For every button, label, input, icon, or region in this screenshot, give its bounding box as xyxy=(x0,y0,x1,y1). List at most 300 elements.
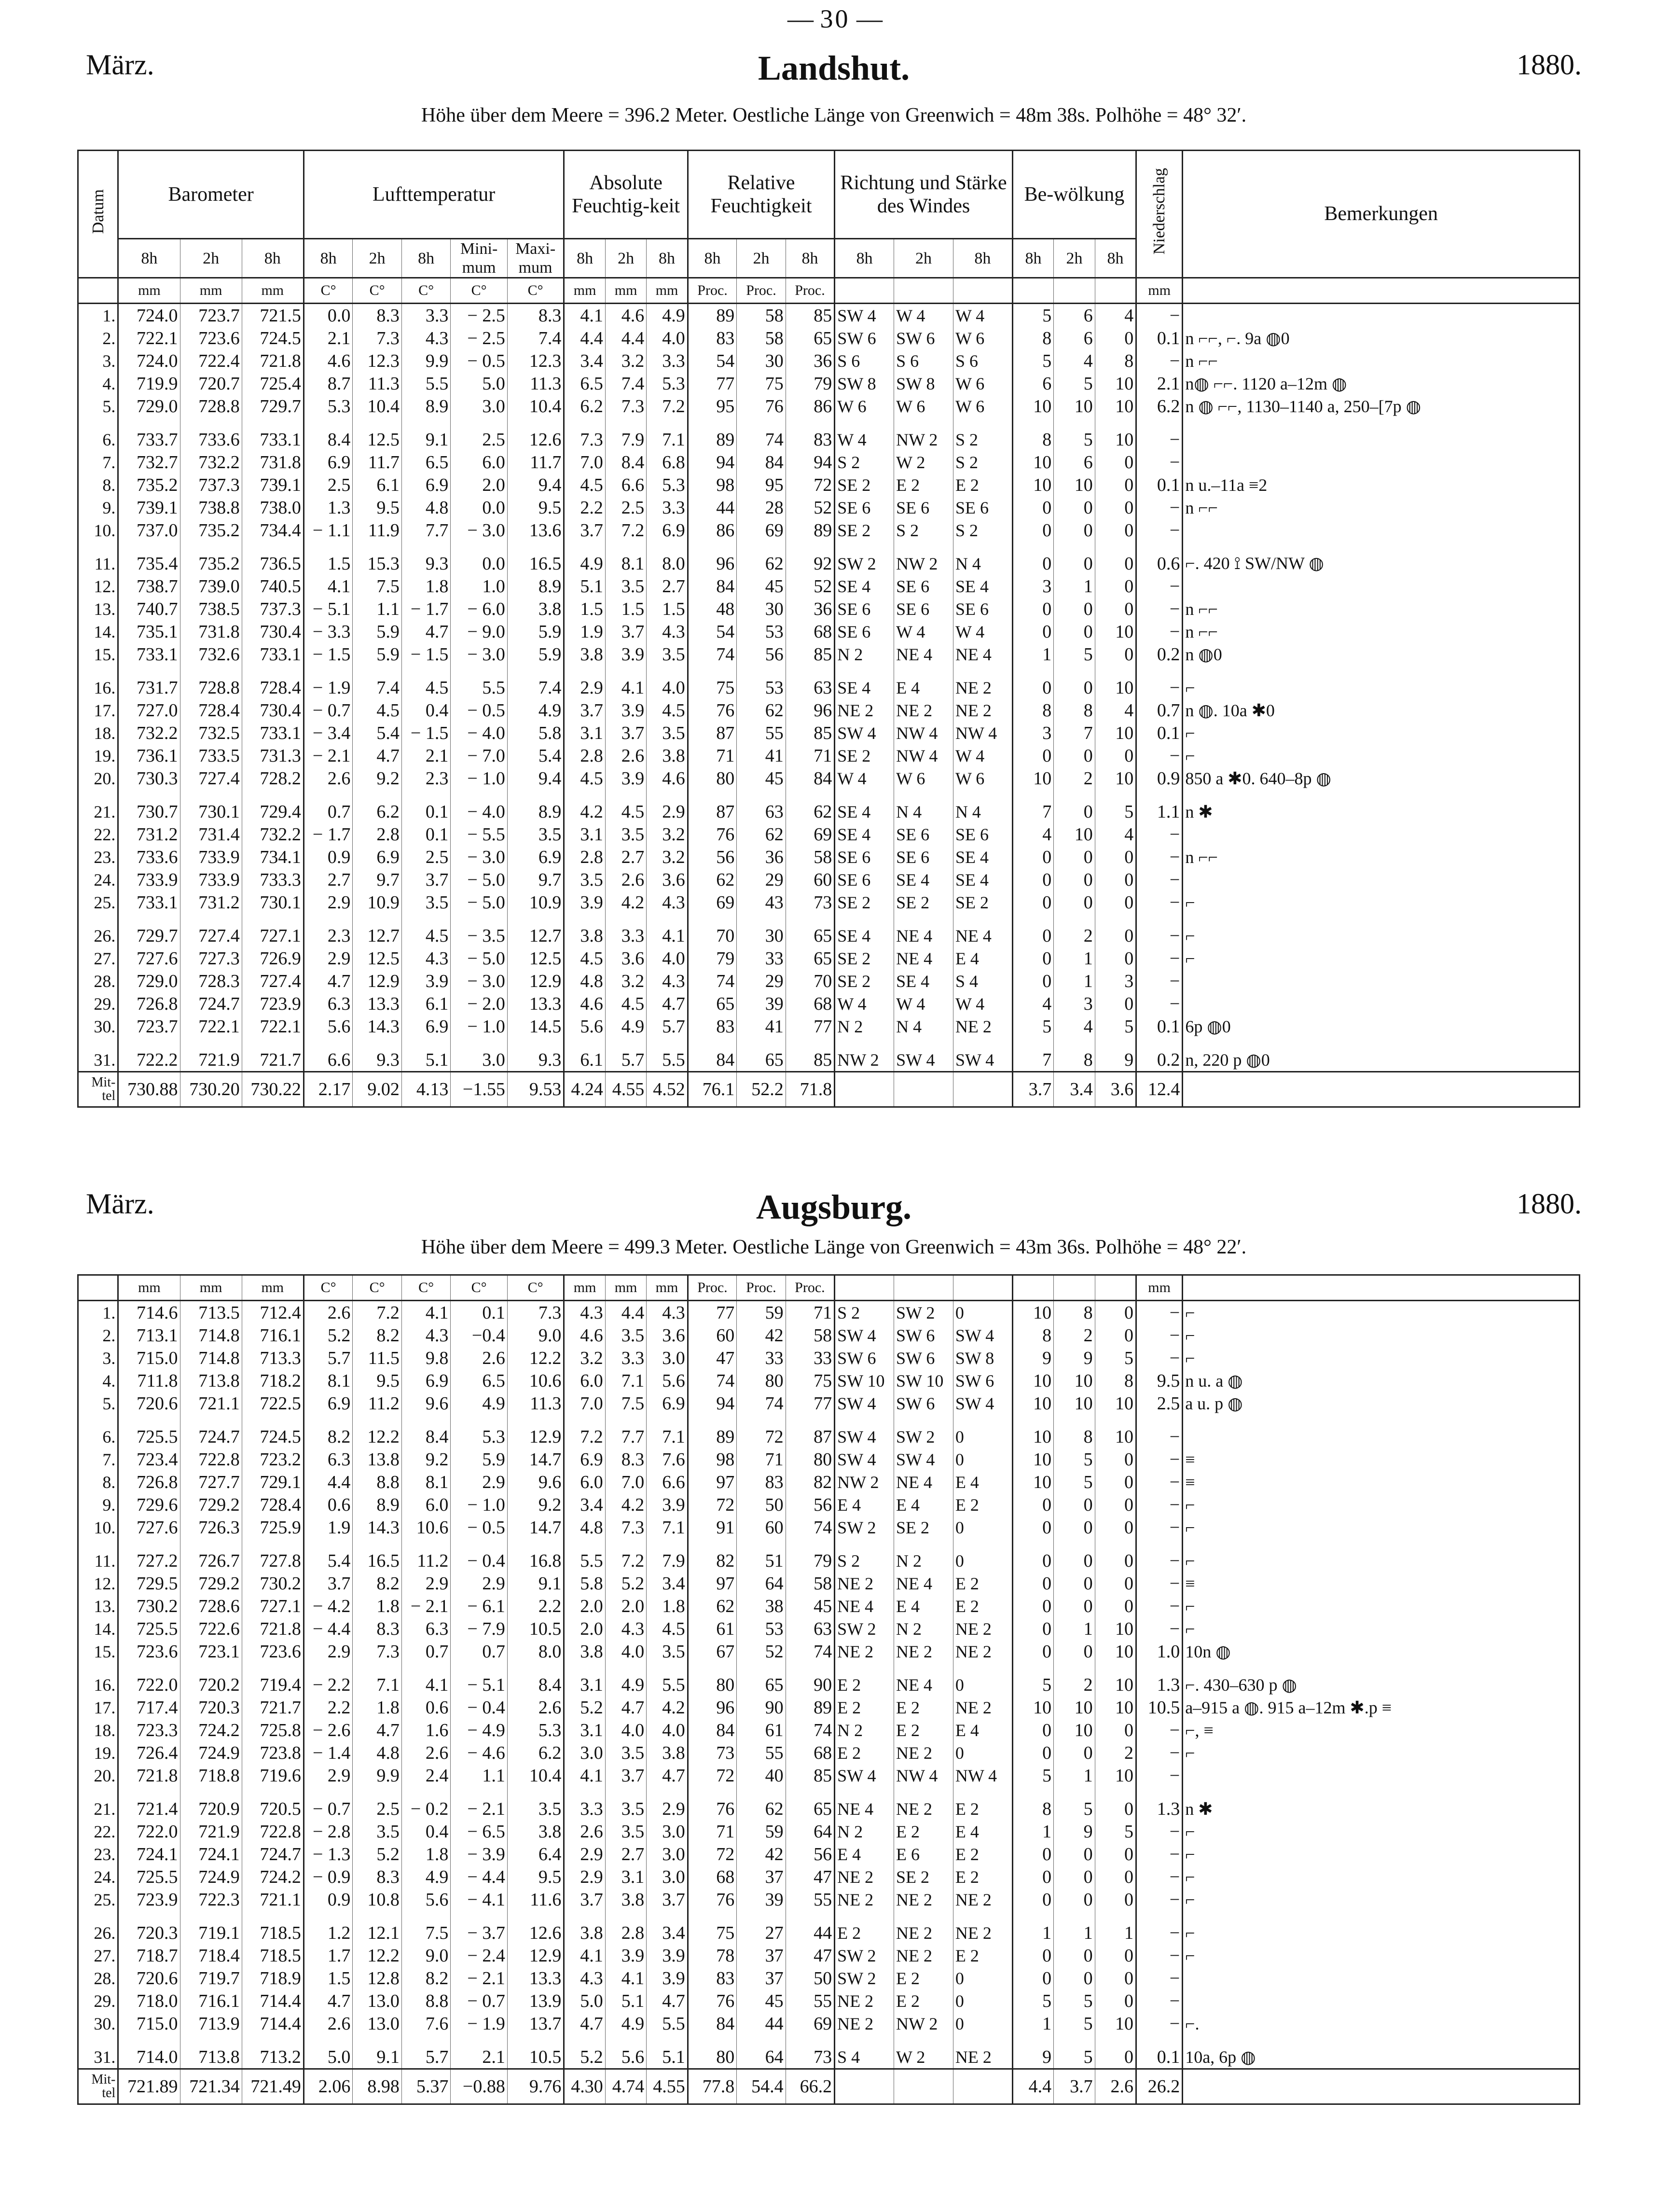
data-cell: − 0.5 xyxy=(451,1516,508,1549)
data-cell: 96 xyxy=(688,1696,736,1719)
section-header-landshut xyxy=(86,48,1582,92)
data-cell: 713.5 xyxy=(180,1301,242,1324)
day-cell: 20. xyxy=(94,768,116,788)
data-cell: 0 xyxy=(1095,947,1136,970)
data-cell: 0.9 xyxy=(1136,767,1183,800)
subheader-cell: 8h xyxy=(1095,239,1136,278)
data-cell: 2.5 xyxy=(605,496,646,519)
day-cell: 12. xyxy=(94,1573,116,1593)
data-cell: 5.2 xyxy=(304,1324,352,1347)
data-cell: 8 xyxy=(1095,349,1136,372)
data-cell: 5.3 xyxy=(304,395,352,428)
data-cell: 5.1 xyxy=(647,2045,688,2069)
data-cell: 50 xyxy=(737,1493,786,1516)
table-row xyxy=(78,1516,1580,1549)
data-cell: 732.2 xyxy=(242,823,304,846)
data-cell: 82 xyxy=(688,1549,736,1572)
data-cell: 44 xyxy=(737,2012,786,2045)
data-cell: 6.9 xyxy=(401,1015,450,1048)
data-cell: 10 xyxy=(1012,1392,1053,1425)
data-cell: 739.1 xyxy=(242,473,304,496)
data-cell: 0 xyxy=(1095,451,1136,473)
data-cell: − 2.2 xyxy=(304,1673,352,1696)
data-cell: 730.4 xyxy=(242,620,304,643)
data-cell: 6.9 xyxy=(401,1369,450,1392)
mean-row xyxy=(78,2069,1580,2104)
mean-cell: 730.20 xyxy=(180,1072,242,1107)
data-cell: 76 xyxy=(688,1888,736,1921)
data-cell: 1.7 xyxy=(304,1944,352,1967)
data-cell: 731.7 xyxy=(118,676,180,699)
data-cell: SE 2 xyxy=(894,1865,953,1888)
data-cell: 3.8 xyxy=(507,1820,564,1843)
table-row xyxy=(78,2045,1580,2069)
data-cell: 15.3 xyxy=(353,552,401,575)
data-cell: 12.3 xyxy=(507,349,564,372)
data-cell: W 4 xyxy=(835,428,894,451)
data-cell: 85 xyxy=(786,304,835,327)
data-cell: − 2.1 xyxy=(451,1797,508,1820)
data-cell: 733.1 xyxy=(118,643,180,676)
data-cell: 79 xyxy=(688,947,736,970)
data-cell: 73 xyxy=(786,891,835,924)
data-cell: NE 2 xyxy=(953,1617,1012,1640)
data-cell: 0 xyxy=(1012,1549,1053,1572)
data-cell: 62 xyxy=(737,823,786,846)
data-cell: 713.2 xyxy=(242,2045,304,2069)
data-cell: 729.1 xyxy=(242,1471,304,1493)
remark-cell: n ◍ ⌐⌐, 1130–1140 a, 250–[7p ◍ xyxy=(1183,395,1580,428)
data-cell: 3.8 xyxy=(507,598,564,620)
data-cell: 3.0 xyxy=(564,1741,605,1764)
data-cell: 74 xyxy=(737,1392,786,1425)
data-cell: 725.5 xyxy=(118,1425,180,1448)
data-cell: 3.8 xyxy=(564,1921,605,1944)
data-cell: 0.1 xyxy=(451,1301,508,1324)
data-cell: 84 xyxy=(737,451,786,473)
mean-cell: 3.4 xyxy=(1054,1072,1095,1107)
data-cell: 0 xyxy=(1095,519,1136,552)
subheader-cell: 8h xyxy=(118,239,180,278)
data-cell: 3.8 xyxy=(647,744,688,767)
remark-cell: n, 220 p ◍0 xyxy=(1183,1048,1580,1072)
mean-cell: 5.37 xyxy=(401,2069,450,2104)
remark-cell: ⌐ xyxy=(1183,1741,1580,1764)
section-month: März. xyxy=(86,1188,154,1220)
data-cell: 0 xyxy=(1054,1516,1095,1549)
data-cell: 71 xyxy=(688,1820,736,1843)
data-cell: 5.9 xyxy=(507,620,564,643)
data-cell: 5.9 xyxy=(353,643,401,676)
data-cell: 55 xyxy=(786,1989,834,2012)
data-cell: 9.4 xyxy=(507,767,564,800)
data-cell: 16.8 xyxy=(507,1549,564,1572)
data-cell: 4.7 xyxy=(304,970,352,992)
data-cell: − xyxy=(1136,1301,1183,1324)
data-cell: 729.2 xyxy=(180,1572,242,1595)
data-cell: 730.3 xyxy=(118,767,180,800)
unit-cell xyxy=(1095,278,1136,304)
data-cell: 5.1 xyxy=(605,1989,646,2012)
remark-cell: n◍ ⌐⌐. 1120 a–12m ◍ xyxy=(1183,372,1580,395)
data-cell: 721.5 xyxy=(242,304,304,327)
data-cell: 7.3 xyxy=(605,395,646,428)
data-cell: 86 xyxy=(688,519,736,552)
data-cell: 9.5 xyxy=(353,1369,401,1392)
data-cell: 1.5 xyxy=(304,1967,352,1989)
data-cell: 9.8 xyxy=(401,1347,450,1369)
data-cell: 4.7 xyxy=(353,1719,401,1741)
unit-cell: C° xyxy=(451,1275,508,1301)
data-cell: − xyxy=(1136,924,1183,947)
data-cell: SE 6 xyxy=(894,823,953,846)
mean-cell: 26.2 xyxy=(1136,2069,1183,2104)
day-cell: 12. xyxy=(94,576,116,596)
mean-cell: 4.55 xyxy=(605,1072,646,1107)
data-cell: 94 xyxy=(688,451,736,473)
data-cell: − 5.1 xyxy=(304,598,352,620)
data-cell: 5 xyxy=(1095,1015,1136,1048)
data-cell: 6.6 xyxy=(605,473,646,496)
data-cell: 722.1 xyxy=(118,327,180,349)
data-cell: 4.3 xyxy=(401,327,450,349)
data-cell: 724.0 xyxy=(118,349,180,372)
data-cell: 727.3 xyxy=(180,947,242,970)
data-cell: 97 xyxy=(688,1572,736,1595)
data-cell: SW 8 xyxy=(894,372,953,395)
data-cell: 724.2 xyxy=(242,1865,304,1888)
data-cell: 5.0 xyxy=(451,372,508,395)
data-cell: 3.9 xyxy=(564,891,605,924)
data-cell: − 2.0 xyxy=(451,992,508,1015)
data-cell: 45 xyxy=(737,767,786,800)
data-cell: 5 xyxy=(1095,1347,1136,1369)
data-cell: 0 xyxy=(1054,496,1095,519)
data-cell: 6.9 xyxy=(353,846,401,868)
table-row xyxy=(78,643,1580,676)
data-cell: 5.5 xyxy=(451,676,508,699)
data-cell: 7.4 xyxy=(353,676,401,699)
data-cell: 0 xyxy=(953,1673,1012,1696)
station-name: Augsburg. xyxy=(756,1188,912,1226)
table-row xyxy=(78,1324,1580,1347)
data-cell: 0 xyxy=(1012,947,1053,970)
data-cell: 4.5 xyxy=(353,699,401,722)
data-cell: 0 xyxy=(1095,496,1136,519)
mean-cell: 9.53 xyxy=(507,1072,564,1107)
data-cell: 0 xyxy=(1095,1797,1136,1820)
unit-cell xyxy=(953,1275,1012,1301)
data-cell: 14.3 xyxy=(353,1516,401,1549)
table-row xyxy=(78,868,1580,891)
data-cell: 76 xyxy=(737,395,786,428)
data-cell: 2.4 xyxy=(401,1764,450,1797)
table-row xyxy=(78,395,1580,428)
mean-cell: 2.06 xyxy=(304,2069,352,2104)
subheader-cell: Mini-mum xyxy=(451,239,508,278)
data-cell: 0.7 xyxy=(401,1640,450,1673)
data-cell: 36 xyxy=(786,349,835,372)
data-cell: 0.6 xyxy=(1136,552,1183,575)
data-cell: − xyxy=(1136,2012,1183,2045)
data-cell: 52 xyxy=(786,575,835,598)
data-cell: 7.2 xyxy=(353,1301,401,1324)
data-cell: 723.7 xyxy=(180,304,242,327)
data-cell: 74 xyxy=(688,970,736,992)
data-cell: 0 xyxy=(1095,992,1136,1015)
data-cell: 4.3 xyxy=(564,1967,605,1989)
data-cell: 5 xyxy=(1012,349,1053,372)
table-row xyxy=(78,1425,1580,1448)
data-cell: 4.1 xyxy=(401,1673,450,1696)
data-cell: SE 4 xyxy=(835,924,894,947)
unit-cell xyxy=(1095,1275,1136,1301)
data-cell: 1.0 xyxy=(451,575,508,598)
data-cell: 62 xyxy=(737,552,786,575)
data-cell: 724.0 xyxy=(118,304,180,327)
data-cell: 2.5 xyxy=(304,473,352,496)
mean-cell xyxy=(894,1072,953,1107)
data-cell: 3.5 xyxy=(647,643,688,676)
data-cell: 1.1 xyxy=(353,598,401,620)
col-bemerkungen-header: Bemerkungen xyxy=(1183,151,1580,278)
data-cell: 4.7 xyxy=(605,1696,646,1719)
data-cell: 719.1 xyxy=(180,1921,242,1944)
data-cell: 3.5 xyxy=(605,1820,646,1843)
data-cell: 13.8 xyxy=(353,1448,401,1471)
data-cell: 0.0 xyxy=(451,552,508,575)
mean-cell xyxy=(894,2069,953,2104)
data-cell: 1.9 xyxy=(564,620,605,643)
data-cell: 4.4 xyxy=(564,327,605,349)
day-cell: 25. xyxy=(94,892,116,912)
data-cell: SE 2 xyxy=(953,891,1012,924)
day-cell: 28. xyxy=(94,1968,116,1988)
data-cell: − xyxy=(1136,1865,1183,1888)
data-cell: 0 xyxy=(1012,1741,1053,1764)
data-cell: 5.5 xyxy=(647,1673,688,1696)
section-month: März. xyxy=(86,49,154,81)
data-cell: NE 2 xyxy=(953,676,1012,699)
data-cell: 5.2 xyxy=(605,1572,646,1595)
data-cell: 739.1 xyxy=(118,496,180,519)
data-cell: 720.2 xyxy=(180,1673,242,1696)
data-cell: 727.6 xyxy=(118,947,180,970)
data-cell: SE 4 xyxy=(894,970,953,992)
data-cell: 0 xyxy=(1054,1843,1095,1865)
data-cell: 2.7 xyxy=(605,846,646,868)
data-cell: 1 xyxy=(1054,970,1095,992)
data-cell: − 4.4 xyxy=(304,1617,352,1640)
data-cell: SE 4 xyxy=(953,846,1012,868)
day-cell: 31. xyxy=(94,2047,116,2067)
data-cell: 4.8 xyxy=(353,1741,401,1764)
remark-cell: n ✱ xyxy=(1183,1797,1580,1820)
col-bewoelkung-header: Be-wölkung xyxy=(1012,151,1136,239)
subheader-cell: 8h xyxy=(304,239,352,278)
data-cell: SW 4 xyxy=(953,1048,1012,1072)
data-cell: 10 xyxy=(1054,1719,1095,1741)
data-cell: 730.4 xyxy=(242,699,304,722)
data-cell: 1.2 xyxy=(304,1921,352,1944)
table-row xyxy=(78,1572,1580,1595)
remark-cell: ⌐ xyxy=(1183,1347,1580,1369)
data-cell: 2.3 xyxy=(401,767,450,800)
data-cell: 4.4 xyxy=(605,1301,646,1324)
data-cell: 12.1 xyxy=(353,1921,401,1944)
remark-cell: n ✱ xyxy=(1183,800,1580,823)
weather-table-landshut xyxy=(77,150,1580,1108)
data-cell: 12.6 xyxy=(507,1921,564,1944)
remark-cell: ⌐ xyxy=(1183,1595,1580,1617)
data-cell: S 6 xyxy=(835,349,894,372)
table-row xyxy=(78,823,1580,846)
data-cell: 3.3 xyxy=(564,1797,605,1820)
data-cell: 59 xyxy=(737,1820,786,1843)
table-row xyxy=(78,451,1580,473)
data-cell: 731.2 xyxy=(180,891,242,924)
data-cell: 7.2 xyxy=(605,519,646,552)
data-cell: − 4.1 xyxy=(451,1888,508,1921)
data-cell: 2.6 xyxy=(507,1696,564,1719)
data-cell: 5.5 xyxy=(647,2012,688,2045)
data-cell: 8.9 xyxy=(401,395,450,428)
data-cell: 94 xyxy=(688,1392,736,1425)
unit-cell: C° xyxy=(507,1275,564,1301)
data-cell: 72 xyxy=(688,1764,736,1797)
data-cell: 53 xyxy=(737,676,786,699)
data-cell: 10 xyxy=(1095,1696,1136,1719)
data-cell: NE 2 xyxy=(894,1921,953,1944)
data-cell: − 4.4 xyxy=(451,1865,508,1888)
data-cell: 0 xyxy=(1054,891,1095,924)
unit-cell: mm xyxy=(118,278,180,304)
data-cell: − xyxy=(1136,428,1183,451)
data-cell: 730.1 xyxy=(180,800,242,823)
data-cell: − 2.6 xyxy=(304,1719,352,1741)
data-cell: SE 6 xyxy=(894,496,953,519)
mean-cell: 9.76 xyxy=(507,2069,564,2104)
data-cell: SW 6 xyxy=(835,1347,894,1369)
data-cell: − 2.5 xyxy=(451,304,508,327)
data-cell: 97 xyxy=(688,1471,736,1493)
data-cell: SE 6 xyxy=(894,575,953,598)
data-cell: 728.4 xyxy=(180,699,242,722)
day-cell: 9. xyxy=(102,1495,116,1515)
data-cell: S 4 xyxy=(835,2045,894,2069)
data-cell: 4.7 xyxy=(564,2012,605,2045)
data-cell: N 2 xyxy=(835,1820,894,1843)
day-cell: 9. xyxy=(102,498,116,517)
mean-cell: 76.1 xyxy=(688,1072,736,1107)
data-cell: 723.8 xyxy=(242,1741,304,1764)
data-cell: 735.2 xyxy=(118,473,180,496)
data-cell: 2.1 xyxy=(1136,372,1183,395)
data-cell: 3.0 xyxy=(647,1865,688,1888)
subheader-cell: 8h xyxy=(953,239,1012,278)
data-cell: 0 xyxy=(1095,1516,1136,1549)
day-cell: 15. xyxy=(94,644,116,664)
day-cell: 24. xyxy=(94,870,116,890)
data-cell: − xyxy=(1136,304,1183,327)
data-cell: 3.5 xyxy=(605,1741,646,1764)
data-cell: 71 xyxy=(786,744,835,767)
data-cell: 1.9 xyxy=(304,1516,352,1549)
subheader-cell: 2h xyxy=(737,239,786,278)
day-cell: 21. xyxy=(94,1799,116,1819)
data-cell: 53 xyxy=(737,620,786,643)
data-cell: 732.2 xyxy=(118,722,180,744)
data-cell: 730.1 xyxy=(242,891,304,924)
data-cell: 36 xyxy=(737,846,786,868)
data-cell: 10.9 xyxy=(353,891,401,924)
data-cell: 0 xyxy=(1012,1595,1053,1617)
data-cell: S 2 xyxy=(835,451,894,473)
table-row xyxy=(78,1921,1580,1944)
data-cell: NE 2 xyxy=(953,2045,1012,2069)
data-cell: − 0.2 xyxy=(401,1797,450,1820)
data-cell: − 3.0 xyxy=(451,643,508,676)
data-cell: − 5.1 xyxy=(451,1673,508,1696)
data-cell: 2.8 xyxy=(353,823,401,846)
unit-cell: mm xyxy=(180,1275,242,1301)
data-cell: 0 xyxy=(1095,2045,1136,2069)
data-cell: S 2 xyxy=(953,451,1012,473)
data-cell: 4.2 xyxy=(647,1696,688,1719)
data-cell: SW 2 xyxy=(835,1944,894,1967)
data-cell: 10 xyxy=(1012,1369,1053,1392)
data-cell: 0 xyxy=(1095,1572,1136,1595)
data-cell: 2.2 xyxy=(564,496,605,519)
data-cell: SE 2 xyxy=(835,473,894,496)
data-cell: 0 xyxy=(1012,1944,1053,1967)
remark-cell: ⌐, ≡ xyxy=(1183,1719,1580,1741)
data-cell: 8.2 xyxy=(304,1425,352,1448)
data-cell: 723.2 xyxy=(242,1448,304,1471)
day-cell: 13. xyxy=(94,1596,116,1616)
data-cell: − xyxy=(1136,1572,1183,1595)
data-cell: − 6.5 xyxy=(451,1820,508,1843)
data-cell: 0 xyxy=(1095,552,1136,575)
remark-cell: n ⌐⌐ xyxy=(1183,846,1580,868)
data-cell: 76 xyxy=(688,1989,736,2012)
data-cell: 2.9 xyxy=(564,1843,605,1865)
data-cell: 716.1 xyxy=(180,1989,242,2012)
data-cell: 3.7 xyxy=(564,519,605,552)
data-cell: SW 2 xyxy=(835,1617,894,1640)
data-cell: 730.7 xyxy=(118,800,180,823)
data-cell: W 6 xyxy=(894,767,953,800)
data-cell: 11.6 xyxy=(507,1888,564,1921)
data-cell: 740.7 xyxy=(118,598,180,620)
data-cell: 718.5 xyxy=(242,1921,304,1944)
data-cell: 724.9 xyxy=(180,1741,242,1764)
data-cell: 0 xyxy=(953,1301,1012,1324)
remark-cell xyxy=(1183,451,1580,473)
data-cell: 58 xyxy=(786,1572,834,1595)
data-cell: SW 4 xyxy=(835,722,894,744)
data-cell: 712.4 xyxy=(242,1301,304,1324)
data-cell: 11.7 xyxy=(507,451,564,473)
data-cell: 723.1 xyxy=(180,1640,242,1673)
data-cell: 0 xyxy=(1054,552,1095,575)
data-cell: 5.1 xyxy=(401,1048,450,1072)
data-cell: 50 xyxy=(786,1967,834,1989)
data-cell: 13.3 xyxy=(507,1967,564,1989)
data-cell: E 2 xyxy=(953,1572,1012,1595)
data-cell: E 6 xyxy=(894,1843,953,1865)
data-cell: 11.3 xyxy=(507,1392,564,1425)
